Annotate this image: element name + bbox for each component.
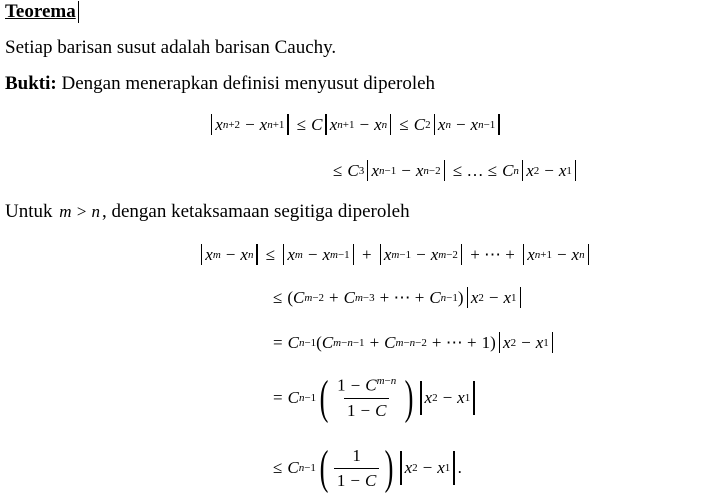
untuk-line bbox=[5, 201, 410, 223]
equation-triangle-1: x m − x n ≤ x m − x m−1 + x m−1 − x m−2 + ⋯ + x n+1 − x n bbox=[198, 244, 592, 265]
equation-contraction-1: x n+2 − x n+1 ≤ C x n+1 − x n ≤ C 2 x n − x n−1 bbox=[208, 114, 503, 135]
equation-contraction-2: ≤ C 3 x n−1 − x n−2 ≤ … ≤ C n x 2 − x 1 bbox=[328, 160, 579, 181]
equation-triangle-4: = C n−1 ( $\frac{1 - C^{m-n}}{1 - C}$ ) x 2 − x 1 bbox=[268, 374, 478, 422]
equation-triangle-2: ≤ ( C m−2 + C m−3 + ⋯ + C n−1 ) x 2 − x 1 bbox=[268, 287, 524, 308]
theorem-statement: Setiap barisan susut adalah barisan Cauchy. bbox=[5, 37, 337, 58]
equation-triangle-3: = C n−1 ( C m−n−1 + C m−n−2 + ⋯ + 1) x 2 − x 1 bbox=[268, 332, 556, 353]
theorem-heading: Teorema bbox=[5, 1, 79, 23]
proof-label: Bukti: bbox=[5, 73, 57, 94]
untuk-condition: m > n bbox=[59, 202, 100, 221]
proof-intro bbox=[5, 73, 435, 95]
equation-triangle-5: ≤ C n−1 ( $\frac{1}{1 - C}$ ) x 2 − x 1 . bbox=[273, 441, 462, 494]
untuk-after: , dengan ketaksamaan segitiga diperoleh bbox=[102, 201, 410, 222]
proof-intro-text: Dengan menerapkan definisi menyusut diperoleh bbox=[56, 73, 436, 94]
untuk-before: Untuk bbox=[5, 201, 58, 222]
